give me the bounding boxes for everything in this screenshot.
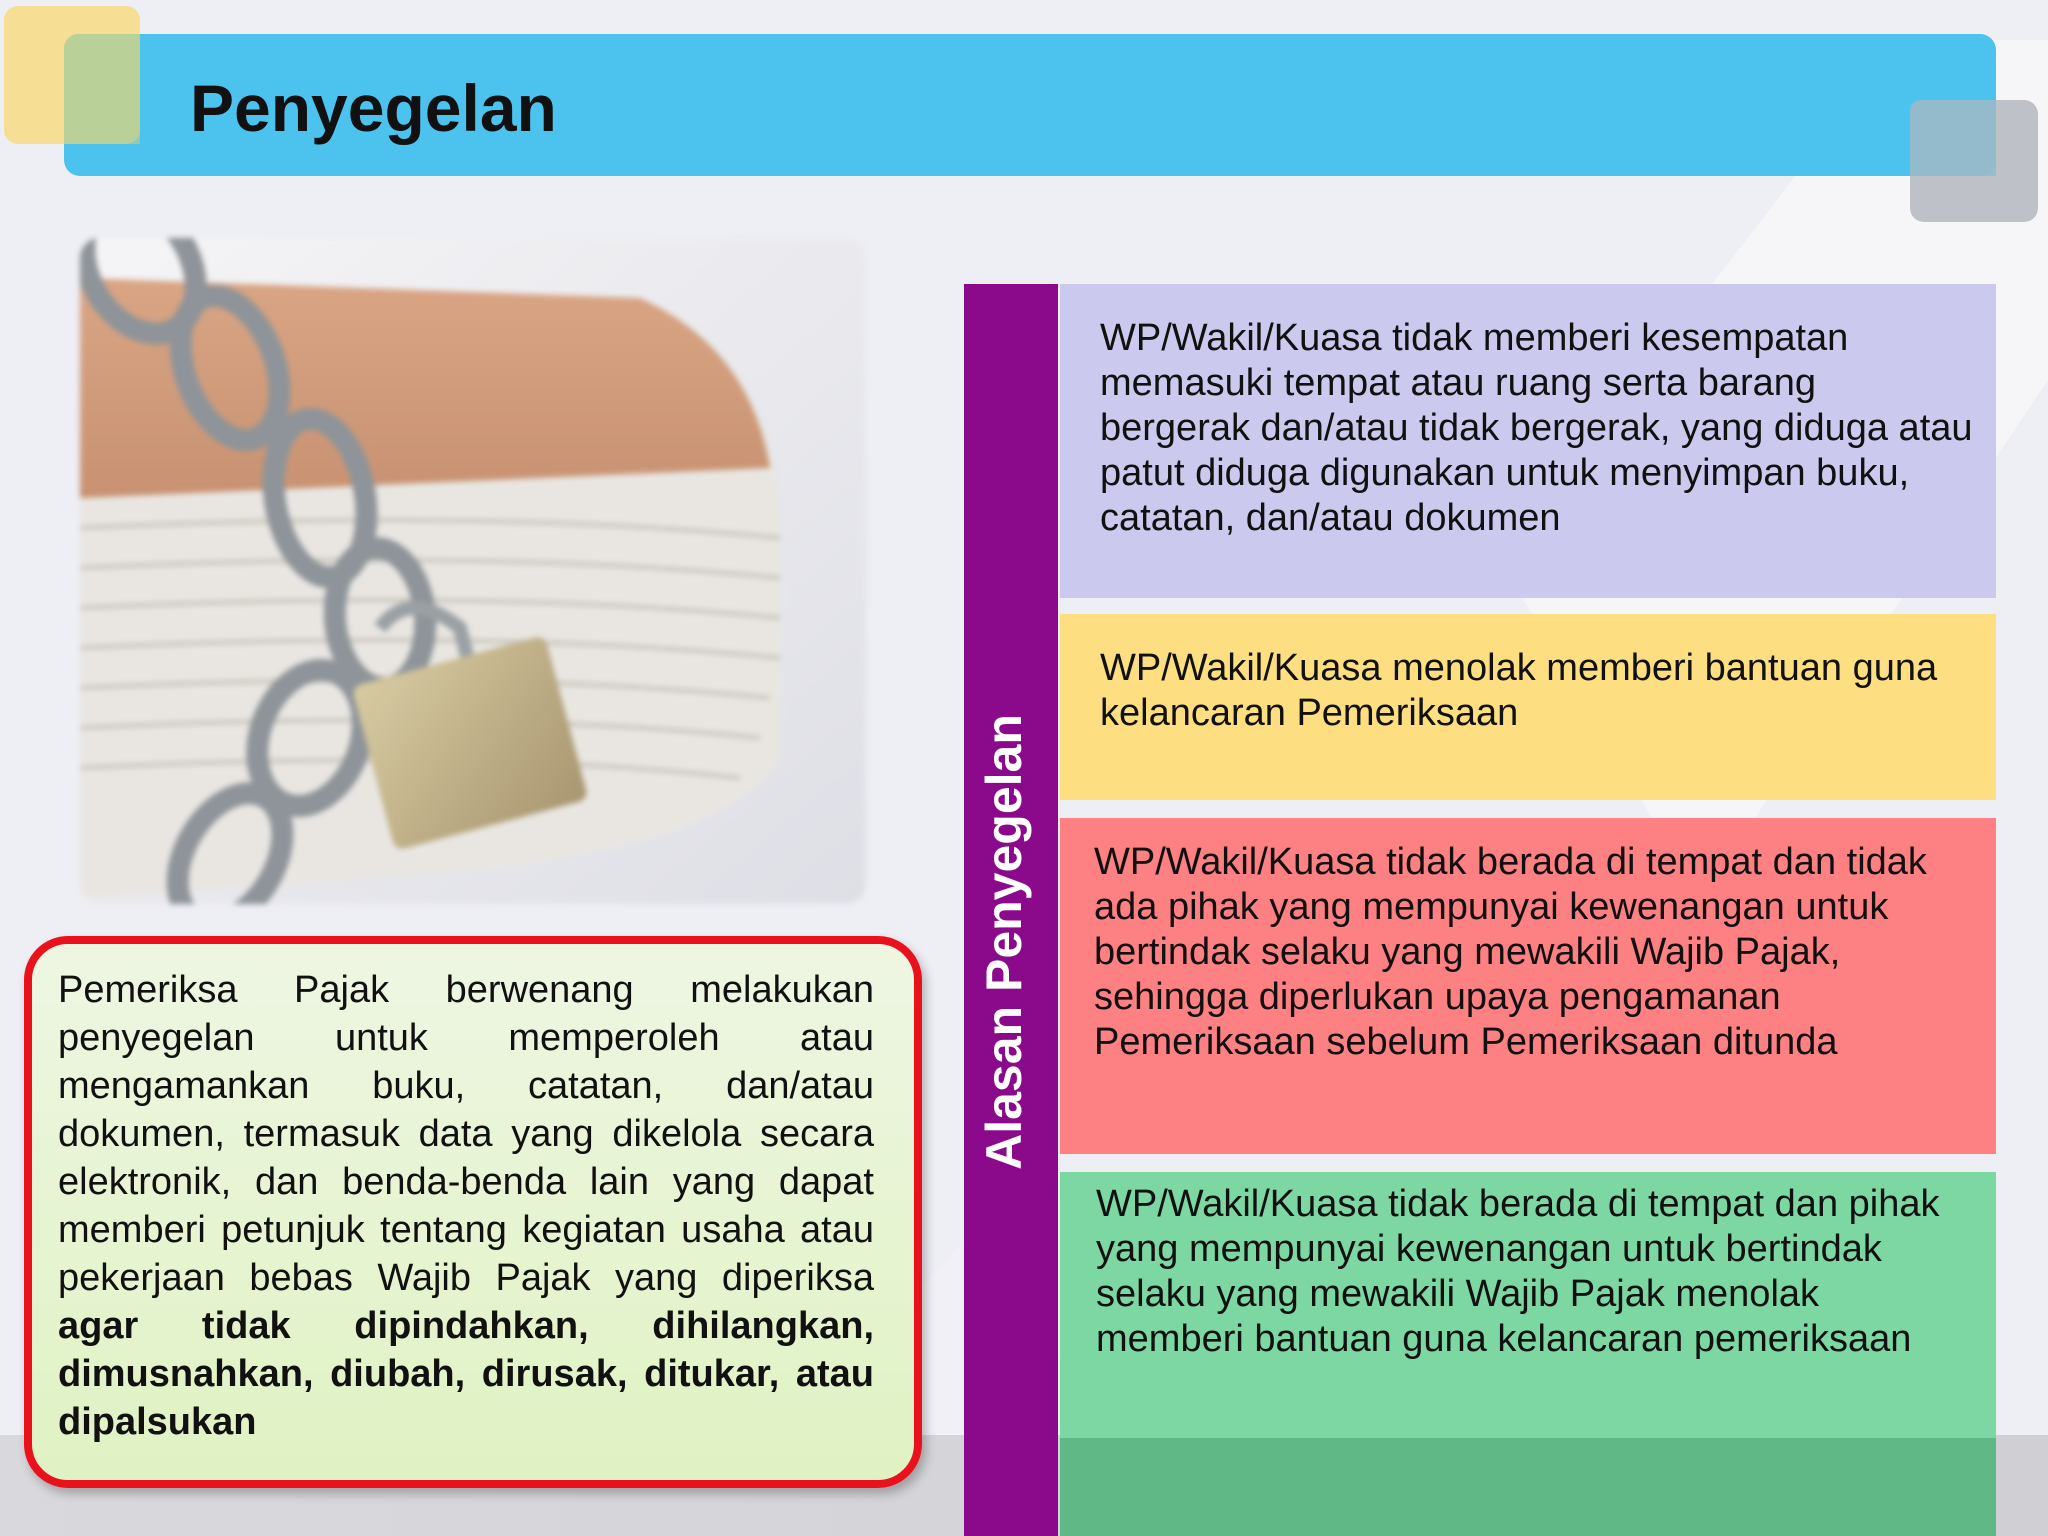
reason-text-4: WP/Wakil/Kuasa tidak berada di tempat dan pihak yang mempunyai kewenangan untuk bertindak selaku yang mewakili Wajib Pajak menolak memberi bantuan guna kelancaran pemeriksaan	[1096, 1183, 1940, 1360]
reason-text-3: WP/Wakil/Kuasa tidak berada di tempat dan tidak ada pihak yang mempunyai kewenangan untuk bertindak selaku yang mewakili Wajib Pajak, sehingga diperlukan upaya pengamanan Pemeriksaan sebelum Pemeriksaan ditunda	[1094, 841, 1927, 1063]
reason-row-4-bottom	[1060, 1438, 1996, 1536]
reason-row-1	[1060, 284, 1996, 598]
reason-text-1: WP/Wakil/Kuasa tidak memberi kesempatan memasuki tempat atau ruang serta barang bergerak dan/atau tidak bergerak, yang diduga atau patut diduga digunakan untuk menyimpan buku, catatan, dan/atau dokumen	[1100, 317, 1973, 539]
side-label-text: Alasan Penyegelan	[976, 714, 1032, 1170]
reason-row-4	[1060, 1172, 1996, 1438]
padlock-chain-documents-photo	[80, 238, 866, 904]
corner-decoration-overlap	[64, 34, 140, 144]
description-regular-text: Pemeriksa Pajak berwenang melakukan penyegelan untuk memperoleh atau mengamankan buku, catatan, dan/atau dokumen, termasuk data yang dikelola secara elektronik, dan benda-benda lain yang dapat memberi petunjuk tentang kegiatan usaha atau pekerjaan bebas Wajib Pajak yang diperiksa	[58, 969, 874, 1299]
description-bold-text: agar tidak dipindahkan, dihilangkan, dimusnahkan, diubah, dirusak, ditukar, atau dipalsukan	[58, 1305, 874, 1443]
reason-row-3	[1060, 818, 1996, 1154]
description-box	[24, 936, 922, 1488]
slide-title: Penyegelan	[190, 71, 557, 145]
reason-row-2	[1060, 614, 1996, 800]
corner-decoration-overlap-right	[1910, 100, 1996, 176]
description-text	[58, 966, 874, 1446]
reason-text-2: WP/Wakil/Kuasa menolak memberi bantuan guna kelancaran Pemeriksaan	[1100, 647, 1938, 734]
